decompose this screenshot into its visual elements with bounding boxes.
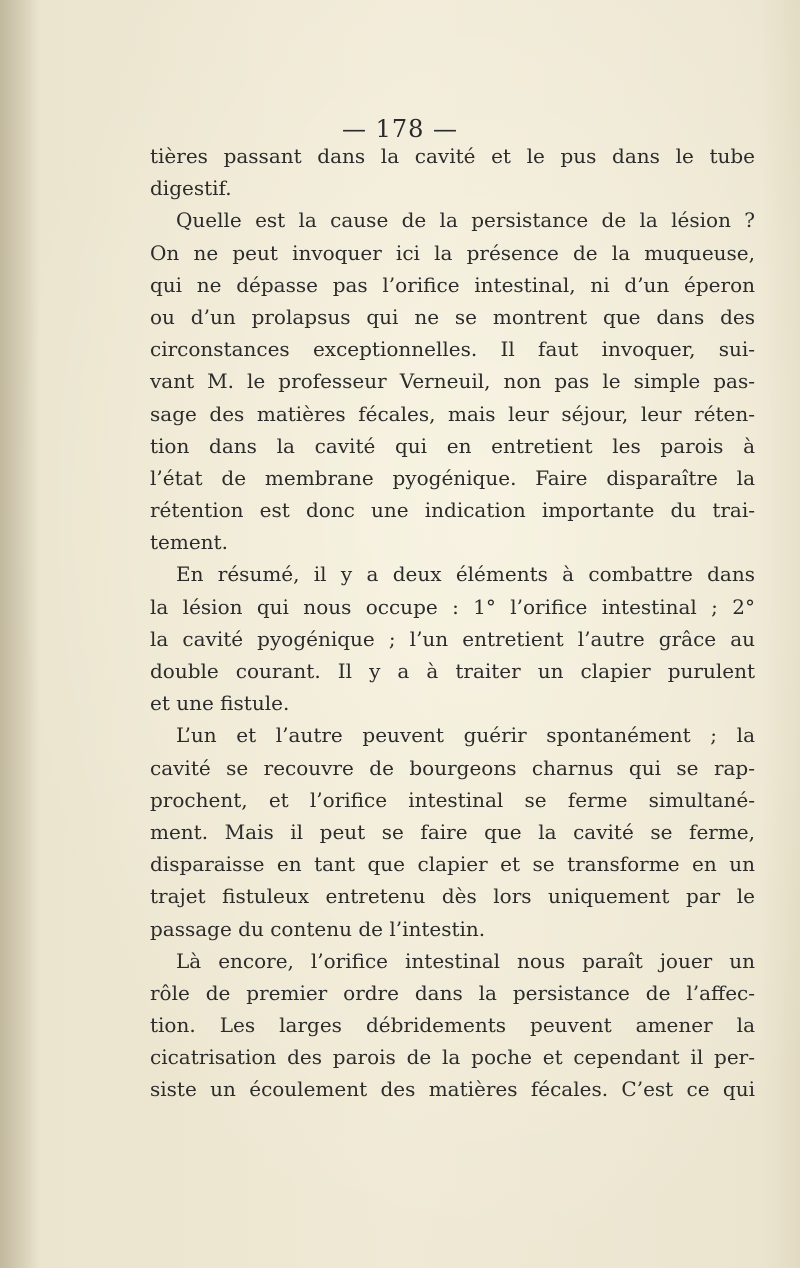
- page-gutter-shadow: [0, 0, 40, 1268]
- text-line: rétention est donc une indication importante du trai-: [150, 498, 755, 523]
- text-line: digestif.: [150, 176, 232, 201]
- text-line: vant M. le professeur Verneuil, non pas le simple pas-: [150, 369, 755, 394]
- text-line: cicatrisation des parois de la poche et cependant il per-: [150, 1045, 755, 1070]
- text-line: ment. Mais il peut se faire que la cavité se ferme,: [150, 819, 755, 844]
- text-line: qui ne dépasse pas l’orifice intestinal, ni d’un éperon: [150, 272, 755, 297]
- text-line: sage des matières fécales, mais leur séjour, leur réten-: [150, 401, 755, 426]
- text-line: ou d’un prolapsus qui ne se montrent que dans des: [150, 304, 755, 329]
- text-line: cavité se recouvre de bourgeons charnus qui se rap-: [150, 755, 755, 780]
- text-line: Là encore, l’orifice intestinal nous paraît jouer un: [176, 948, 755, 973]
- text-line: tion. Les larges débridements peuvent amener la: [150, 1013, 755, 1038]
- text-line: Quelle est la cause de la persistance de la lésion ?: [176, 208, 755, 233]
- text-line: rôle de premier ordre dans la persistance de l’affec-: [150, 980, 755, 1005]
- text-line: la cavité pyogénique ; l’un entretient l’autre grâce au: [150, 626, 755, 651]
- text-line: L’un et l’autre peuvent guérir spontanément ; la: [176, 723, 755, 748]
- text-line: En résumé, il y a deux éléments à combattre dans: [176, 562, 755, 587]
- text-line: tières passant dans la cavité et le pus dans le tube: [150, 144, 755, 168]
- page-number: — 178 —: [341, 115, 459, 143]
- text-line: tion dans la cavité qui en entretient les parois à: [150, 433, 755, 458]
- text-line: et une fistule.: [150, 691, 290, 716]
- text-line: disparaisse en tant que clapier et se transforme en un: [150, 852, 755, 877]
- text-line: siste un écoulement des matières fécales. C’est ce qui: [150, 1077, 755, 1102]
- text-line: On ne peut invoquer ici la présence de la muqueuse,: [150, 240, 755, 265]
- text-line: l’état de membrane pyogénique. Faire disparaître la: [150, 465, 755, 490]
- text-line: tement.: [150, 530, 228, 555]
- text-line: passage du contenu de l’intestin.: [150, 916, 486, 941]
- body-text: [150, 140, 755, 1106]
- text-line: circonstances exceptionnelles. Il faut invoquer, sui-: [150, 337, 755, 362]
- text-line: la lésion qui nous occupe : 1° l’orifice intestinal ; 2°: [150, 594, 755, 619]
- text-line: double courant. Il y a à traiter un clapier purulent: [150, 659, 755, 683]
- text-line: prochent, et l’orifice intestinal se ferme simultané-: [150, 787, 755, 812]
- text-line: trajet fistuleux entretenu dès lors uniquement par le: [150, 884, 755, 909]
